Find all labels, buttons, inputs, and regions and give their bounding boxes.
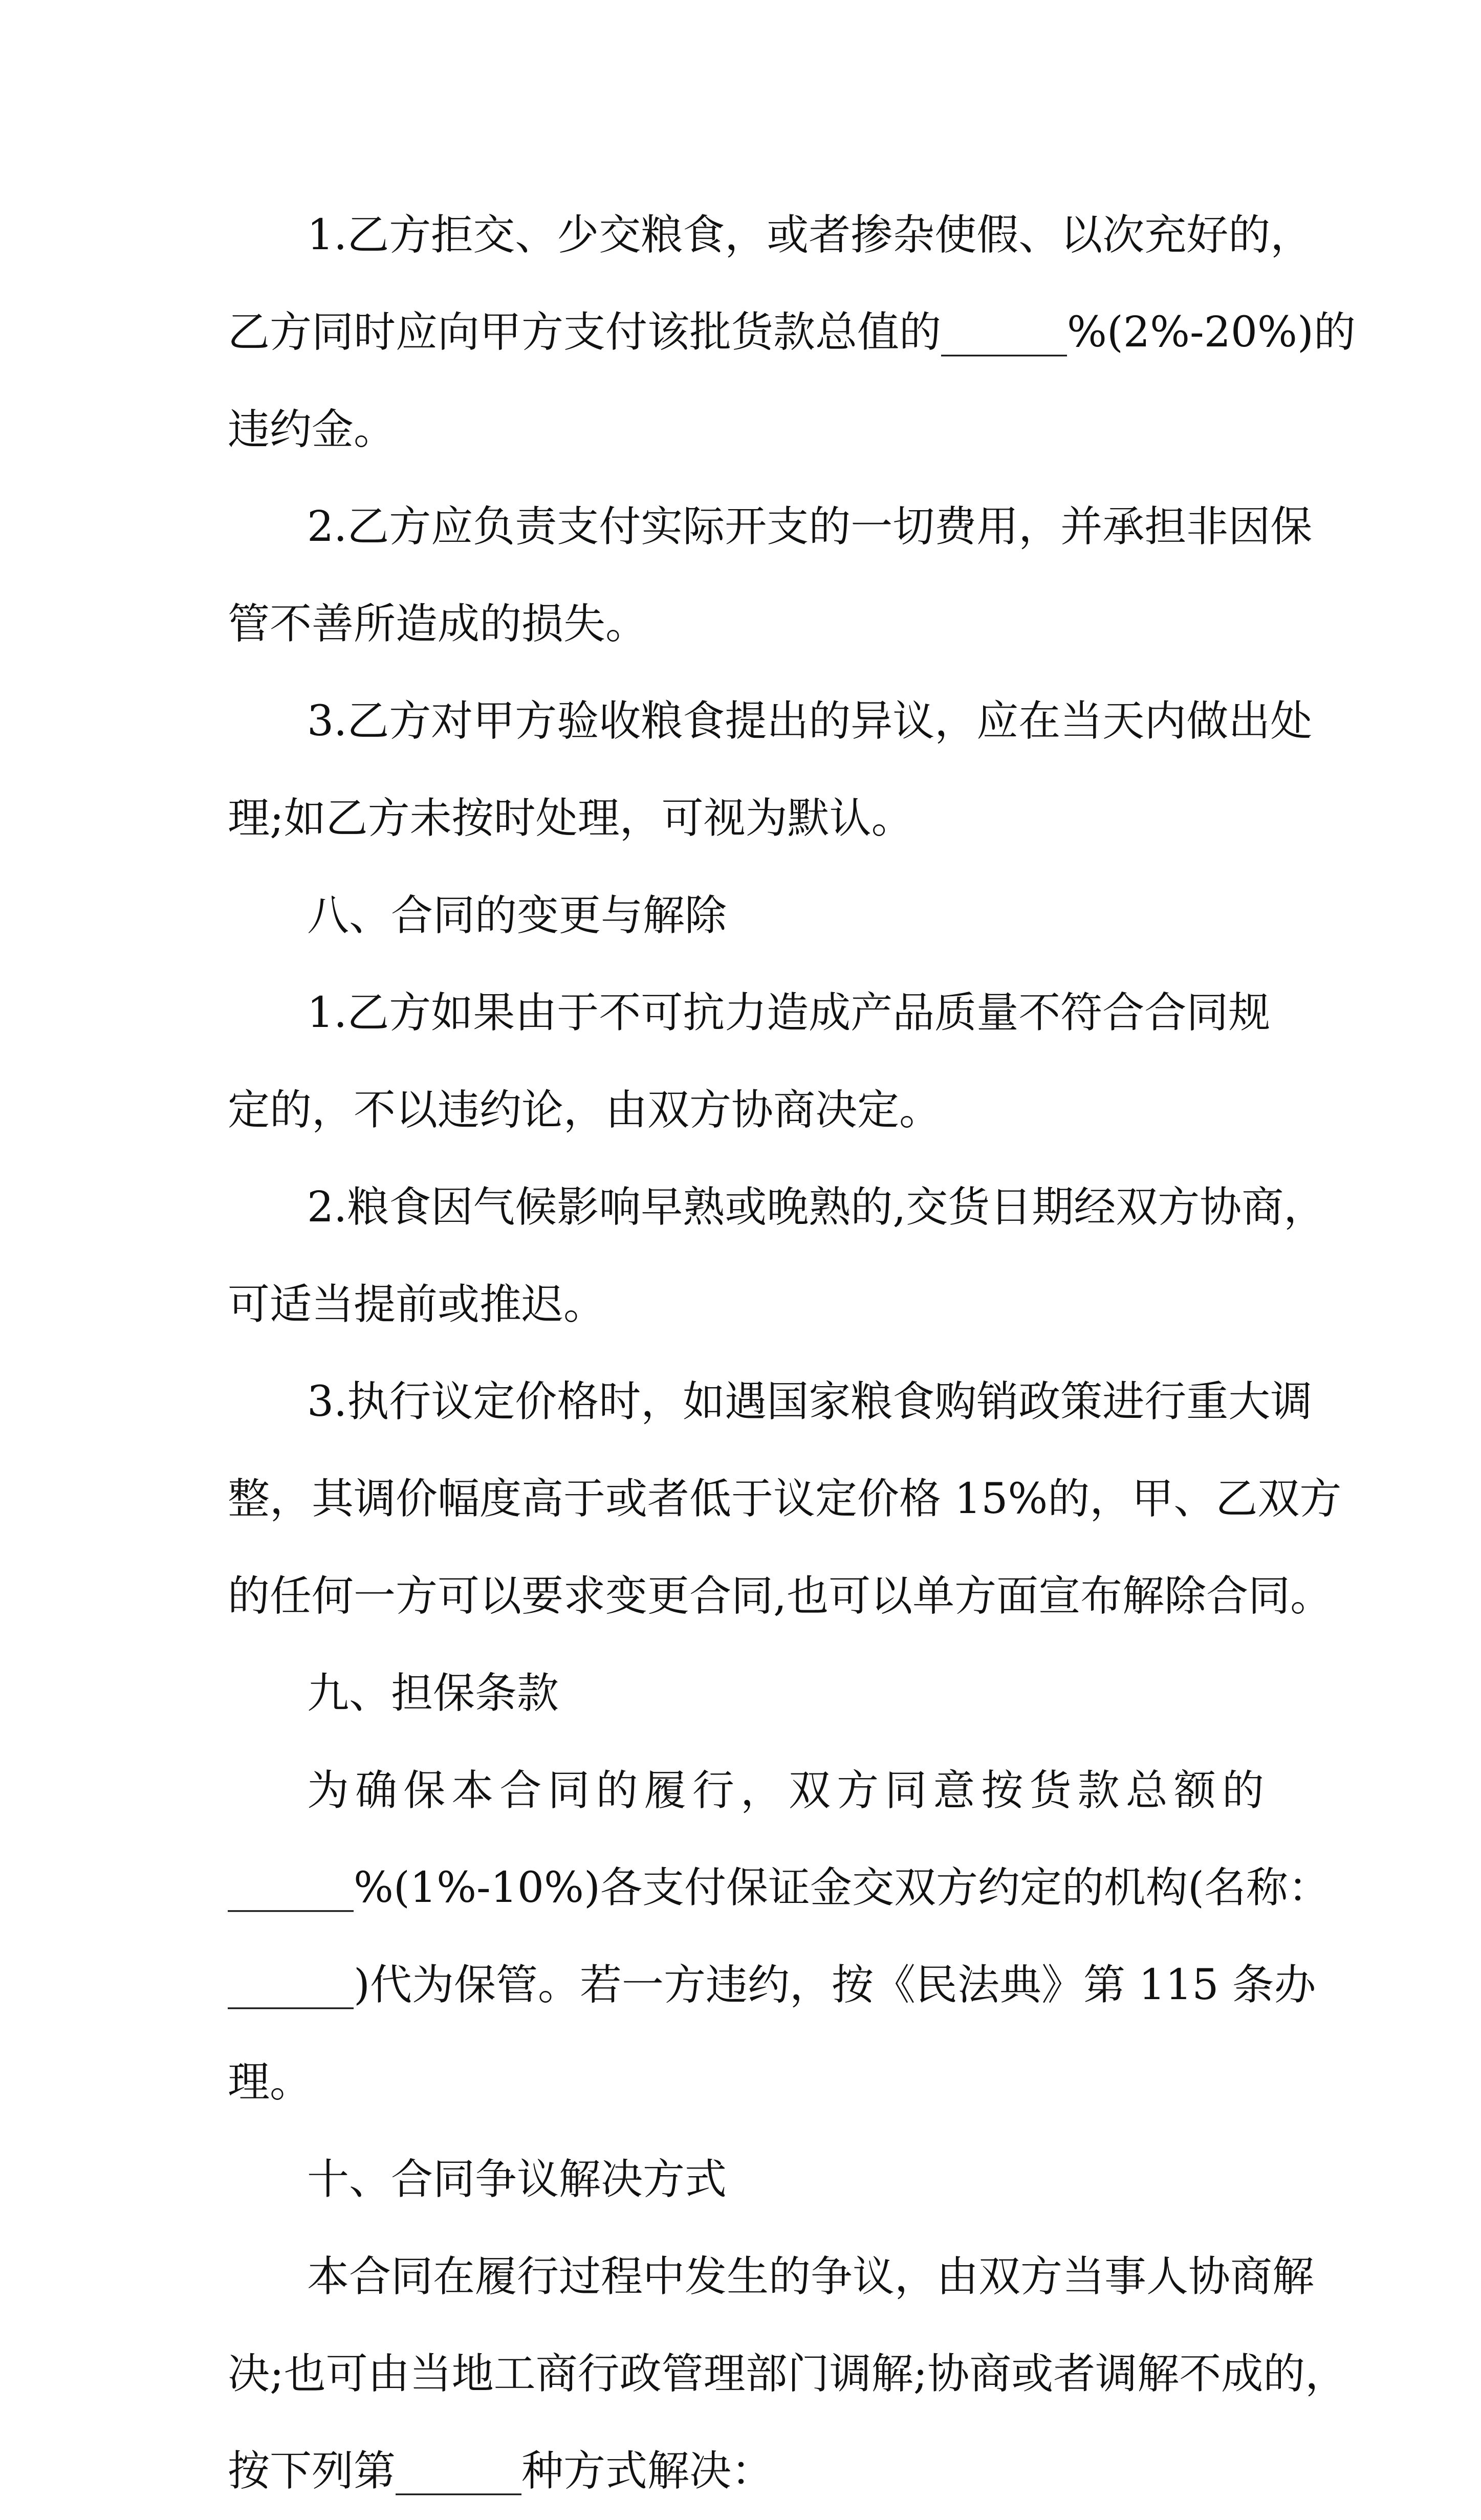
text-line: 可适当提前或推迟。 — [228, 1280, 606, 1329]
document-body — [228, 187, 1356, 2520]
text-line: 管不善所造成的损失。 — [228, 600, 648, 648]
text-line: 1.乙方如果由于不可抗力造成产品质量不符合合同规 — [307, 989, 1271, 1037]
text-line: 理。 — [228, 2058, 312, 2107]
text-line: 违约金。 — [228, 405, 396, 454]
document-page — [228, 187, 1356, 2520]
text-line: ______%(1%-10%)各支付保证金交双方约定的机构(名称： — [228, 1864, 1330, 1912]
text-line: 本合同在履行过程中发生的争议，由双方当事人协商解 — [307, 2252, 1315, 2301]
text-line: 按下列第______种方式解决： — [228, 2447, 774, 2495]
text-line: 3.执行议定价格时，如遇国家粮食购销政策进行重大调 — [307, 1377, 1313, 1426]
text-line: ______)代为保管。若一方违约，按《民法典》第 115 条办 — [228, 1961, 1316, 2009]
text-line: 1.乙方拒交、少交粮食，或者掺杂使假、以次充好的， — [307, 211, 1313, 259]
text-line: 九、担保条款 — [307, 1669, 559, 1718]
text-line: 十、合同争议解决方式 — [307, 2155, 727, 2204]
text-line: 整，其调价幅度高于或者低于议定价格 15%的，甲、乙双方 — [228, 1475, 1342, 1523]
text-line: 2.乙方应负责支付实际开支的一切费用，并承担非因保 — [307, 502, 1313, 551]
text-line: 决;也可由当地工商行政管理部门调解;协商或者调解不成的， — [228, 2350, 1347, 2398]
text-line: 八、合同的变更与解除 — [307, 891, 727, 940]
text-line: 3.乙方对甲方验收粮食提出的异议，应在当天内做出处 — [307, 697, 1313, 746]
text-line: 为确保本合同的履行，双方同意按货款总额的 — [307, 1766, 1264, 1815]
text-line: 理;如乙方未按时处理，可视为默认。 — [228, 794, 913, 843]
text-line: 定的，不以违约论，由双方协商决定。 — [228, 1086, 942, 1134]
text-line: 乙方同时应向甲方支付该批货款总值的______%(2%-20%)的 — [228, 308, 1356, 357]
text-line: 的任何一方可以要求变更合同,也可以单方面宣布解除合同。 — [228, 1572, 1333, 1620]
text-line: 2.粮食因气候影响早熟或晚熟的,交货日期经双方协商， — [307, 1183, 1326, 1232]
